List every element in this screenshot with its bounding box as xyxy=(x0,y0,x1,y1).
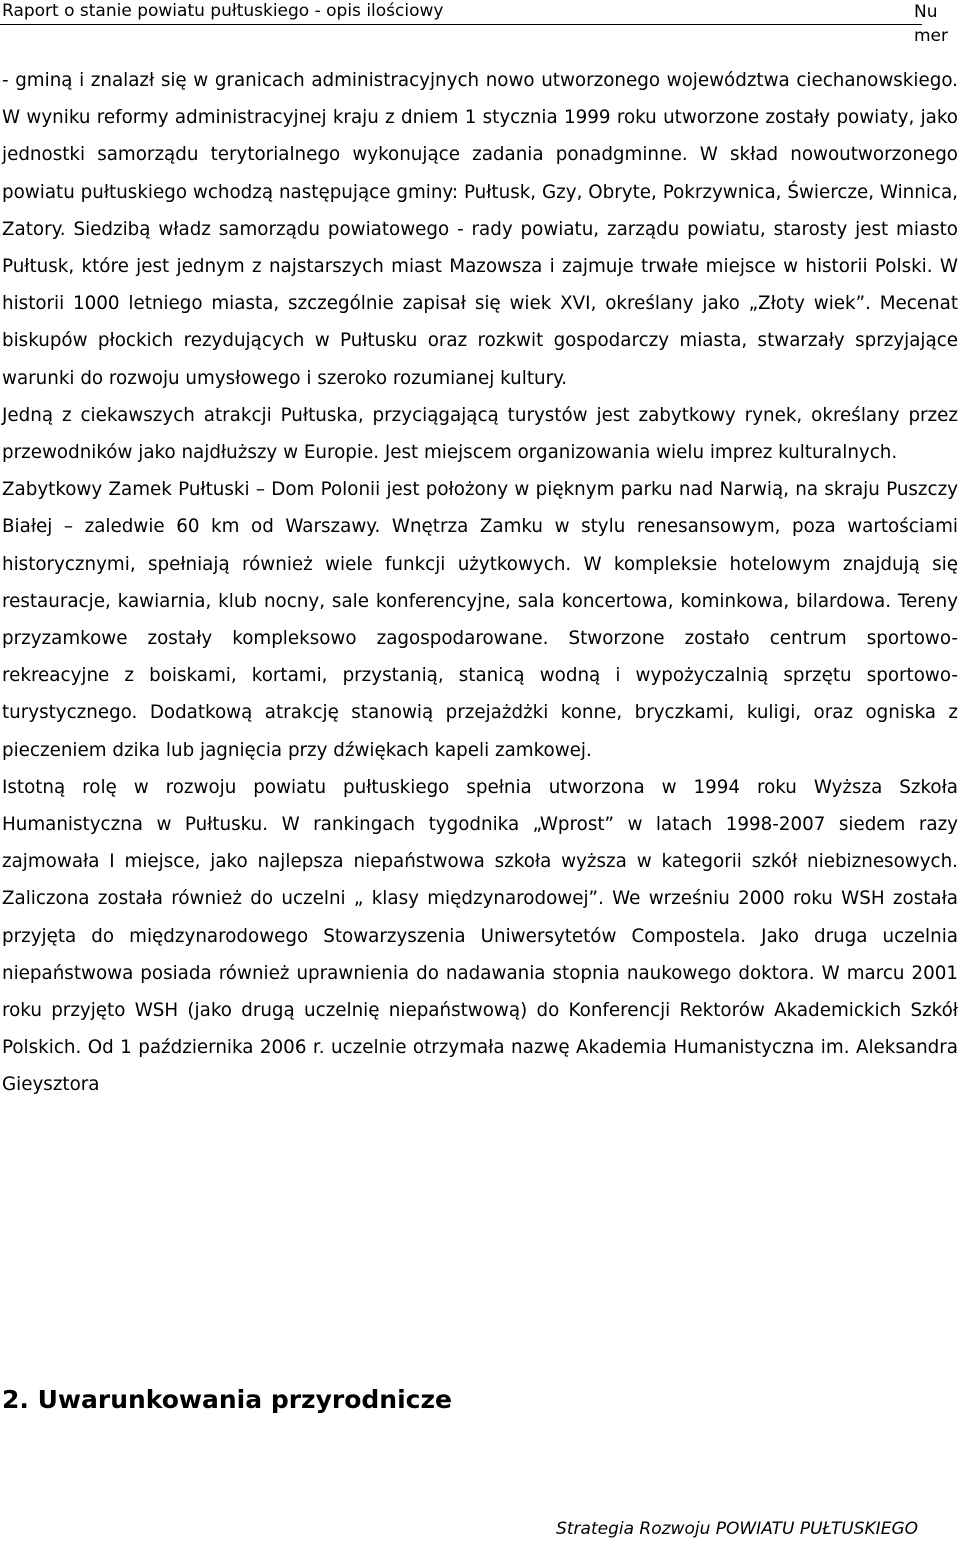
section-heading: 2. Uwarunkowania przyrodnicze xyxy=(2,1385,452,1414)
header-divider xyxy=(0,24,922,25)
footer-text: Strategia Rozwoju POWIATU PUŁTUSKIEGO xyxy=(556,1519,918,1539)
paragraph-market-square: Jedną z ciekawszych atrakcji Pułtuska, przyciągającą turystów jest zabytkowy rynek, określany przez przewodników jako najdłuższy w Europie. Jest miejscem organizowania wielu imprez kulturalnych. xyxy=(2,404,958,464)
header-title: Raport o stanie powiatu pułtuskiego - opis ilościowy xyxy=(2,1,444,21)
page-footer xyxy=(0,1514,960,1544)
page-header xyxy=(0,0,960,48)
paragraph-administrative-history: - gminą i znalazł się w granicach administracyjnych nowo utworzonego województwa ciechanowskiego. W wyniku reformy administracyjnej kraju z dniem 1 stycznia 1999 roku utworzone zostały powiaty, jako jednostki samorządu terytorialnego wykonujące zadania ponadgminne. W skład nowoutworzonego powiatu pułtuskiego wchodzą następujące gminy: Pułtusk, Gzy, Obryte, Pokrzywnica, Świercze, Winnica, Zatory. Siedzibą władz samorządu powiatowego - rady powiatu, zarządu powiatu, starosty jest miasto Pułtusk, które jest jednym z najstarszych miast Mazowsza i zajmuje trwałe miejsce w historii Polski. W historii 1000 letniego miasta, szczególnie zapisał się wiek XVI, określany jako „Złoty wiek”. Mecenat biskupów płockich rezydujących w Pułtusku oraz rozkwit gospodarczy miasta, stwarzały sprzyjające warunki do rozwoju umysłowego i szeroko rozumianej kultury. xyxy=(2,70,958,389)
paragraph-university: Istotną rolę w rozwoju powiatu pułtuskiego spełnia utworzona w 1994 roku Wyższa Szkoła Humanistyczna w Pułtusku. W rankingach tygodnika „Wprost” w latach 1998-2007 siedem razy zajmowała I miejsce, jako najlepsza niepaństwowa szkoła wyższa w kategorii szkół niebiznesowych. Zaliczona została również do uczelni „ klasy międzynarodowej”. We wrześniu 2000 roku WSH została przyjęta do międzynarodowego Stowarzyszenia Uniwersytetów Compostela. Jako druga uczelnia niepaństwowa posiada również uprawnienia do nadawania stopnia naukowego doktora. W marcu 2001 roku przyjęto WSH (jako drugą uczelnię niepaństwową) do Konferencji Rektorów Akademickich Szkół Polskich. Od 1 października 2006 r. uczelnie otrzymała nazwę Akademia Humanistyczna im. Aleksandra Gieysztora xyxy=(2,776,958,1096)
document-body xyxy=(2,62,958,1104)
page-number: Numer xyxy=(914,2,949,46)
paragraph-castle: Zabytkowy Zamek Pułtuski – Dom Polonii jest położony w pięknym parku nad Narwią, na skraju Puszczy Białej – zaledwie 60 km od Warszawy. Wnętrza Zamku w stylu renesansowym, poza wartościami historycznymi, spełniają również wiele funkcji użytkowych. W kompleksie hotelowym znajdują się restauracje, kawiarnia, klub nocny, sale konferencyjne, sala koncertowa, kominkowa, bilardowa. Tereny przyzamkowe zostały kompleksowo zagospodarowane. Stworzone zostało centrum sportowo-rekreacyjne z boiskami, kortami, przystanią, stanicą wodną i wypożyczalnią sprzętu sportowo-turystycznego. Dodatkową atrakcję stanowią przejażdżki konne, bryczkami, kuligi, oraz ogniska z pieczeniem dzika lub jagnięcia przy dźwiękach kapeli zamkowej. xyxy=(2,479,958,761)
